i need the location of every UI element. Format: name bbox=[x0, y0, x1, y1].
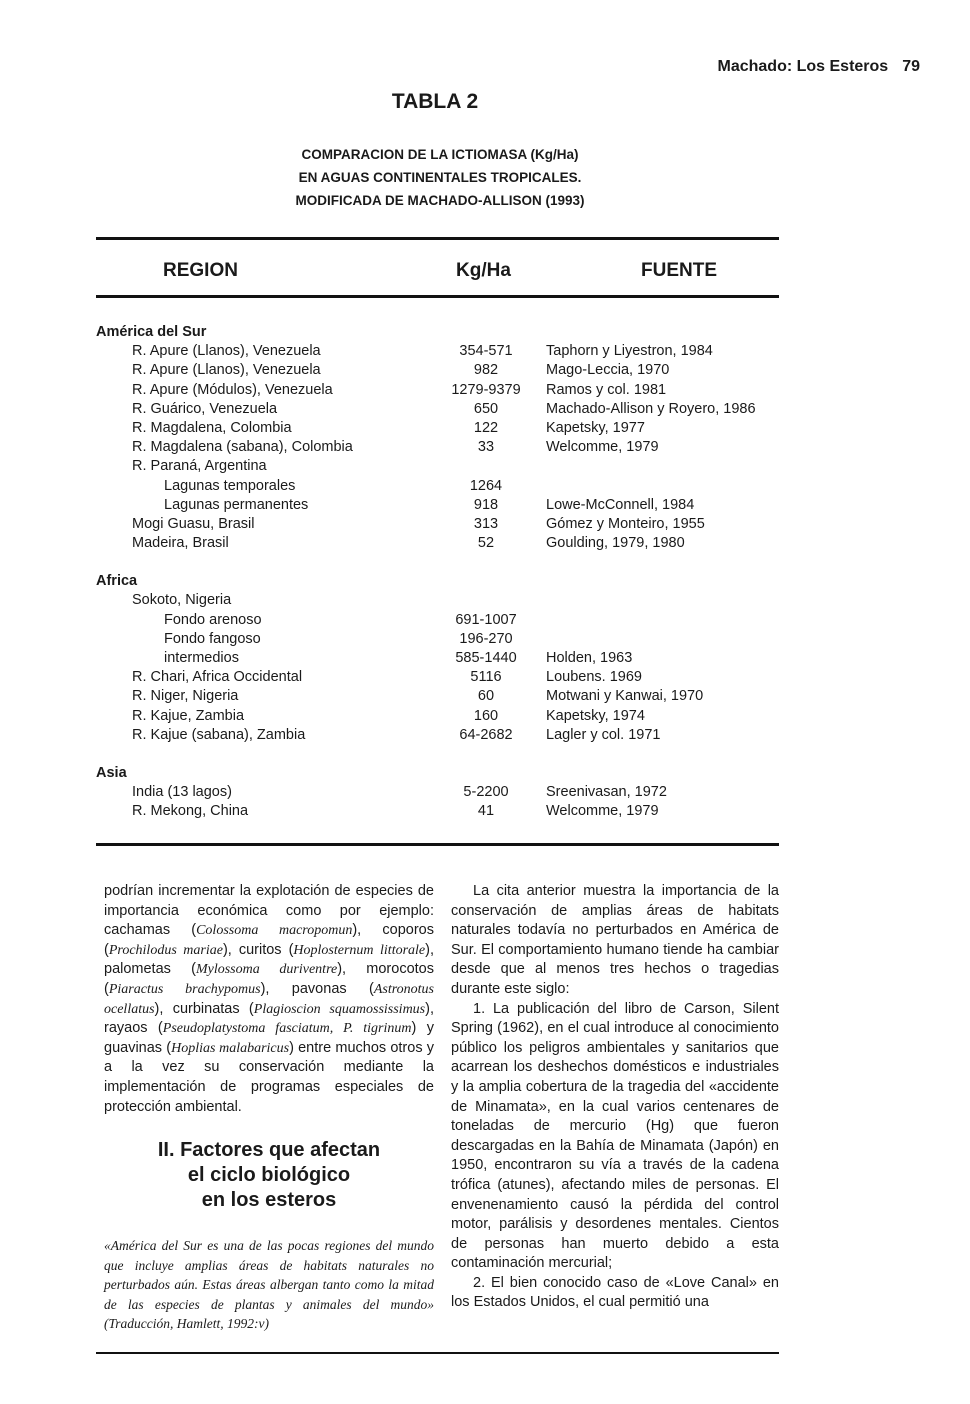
table-row bbox=[96, 783, 786, 802]
column-header-fuente: FUENTE bbox=[641, 260, 717, 281]
section-heading-line: en los esteros bbox=[201, 1189, 337, 1211]
region-cell: R. Apure (Llanos), Venezuela bbox=[132, 343, 321, 360]
page-bottom-rule bbox=[96, 1352, 779, 1354]
group-header-row bbox=[96, 323, 786, 342]
region-cell: intermedios bbox=[164, 650, 239, 666]
source-cell: Goulding, 1979, 1980 bbox=[546, 535, 685, 552]
kgha-cell: 122 bbox=[473, 419, 499, 436]
kgha-cell: 33 bbox=[477, 439, 495, 456]
source-cell: Lowe-McConnell, 1984 bbox=[546, 496, 695, 513]
source-cell: Sreenivasan, 1972 bbox=[546, 784, 667, 801]
species-name: Prochilodus mariae bbox=[108, 942, 223, 958]
source-cell: Kapetsky, 1977 bbox=[546, 419, 645, 436]
right-column bbox=[451, 882, 779, 1313]
kgha-cell: 60 bbox=[477, 688, 495, 705]
source-cell: Gómez y Monteiro, 1955 bbox=[546, 515, 705, 532]
region-cell: Fondo arenoso bbox=[164, 611, 262, 628]
source-cell: Loubens. 1969 bbox=[546, 669, 642, 686]
table-row bbox=[96, 438, 786, 457]
species-name: Astronotus ocellatus bbox=[104, 981, 434, 1017]
region-cell: R. Apure (Llanos), Venezuela bbox=[132, 362, 321, 379]
table-row bbox=[96, 611, 786, 630]
running-header bbox=[640, 58, 920, 76]
source-cell: Ramos y col. 1981 bbox=[546, 381, 667, 398]
region-cell: R. Niger, Nigeria bbox=[132, 688, 239, 705]
group-name: Africa bbox=[96, 573, 138, 590]
ictiomasa-table bbox=[96, 323, 786, 822]
species-name: Mylossoma duriventre bbox=[195, 962, 338, 978]
right-paragraph: 2. El bien conocido caso de «Love Canal» en los Estados Unidos, el cual permitió una bbox=[451, 1274, 779, 1311]
table-row bbox=[96, 381, 786, 400]
region-cell: R. Kajue, Zambia bbox=[132, 707, 245, 724]
kgha-cell: 1279-9379 bbox=[451, 381, 521, 398]
group-spacer bbox=[96, 745, 786, 764]
table-row bbox=[96, 361, 786, 380]
text-run: ), coporos ( bbox=[104, 922, 434, 958]
table-bottom-rule bbox=[96, 843, 779, 846]
text-run: podrían incrementar la explotación de especies de importancia económica como por ejemplo: cachamas ( bbox=[104, 883, 434, 939]
region-cell: R. Chari, Africa Occidental bbox=[132, 669, 303, 686]
table-row bbox=[96, 802, 786, 821]
region-cell: R. Magdalena (sabana), Colombia bbox=[132, 439, 353, 456]
group-header-row bbox=[96, 572, 786, 591]
region-cell: India (13 lagos) bbox=[132, 784, 232, 801]
region-cell: Fondo fangoso bbox=[164, 630, 261, 647]
kgha-cell: 650 bbox=[473, 400, 499, 417]
table-label: TABLA 2 bbox=[391, 90, 479, 113]
table-subtitle bbox=[0, 143, 880, 212]
text-run: ), rayaos ( bbox=[104, 1000, 434, 1037]
table-row bbox=[96, 707, 786, 726]
source-cell: Welcomme, 1979 bbox=[546, 439, 659, 456]
kgha-cell: 982 bbox=[473, 362, 499, 379]
table-row bbox=[96, 726, 786, 745]
kgha-cell: 354-571 bbox=[459, 343, 513, 360]
species-name: Hoplosternum littorale bbox=[293, 942, 426, 958]
text-run: ), pavonas ( bbox=[260, 980, 374, 997]
left-column-paragraph bbox=[104, 882, 434, 1117]
epigraph-quote: «América del Sur es una de las pocas regiones del mundo que incluye amplias áreas de habitats naturales no perturbados aún. Estas áreas albergan tanto como la mitad de las especies de plantas y animales del mundo» (Traducción, Hamlett, 1992:v) bbox=[104, 1238, 434, 1331]
kgha-cell: 5116 bbox=[470, 669, 502, 686]
region-cell: R. Magdalena, Colombia bbox=[132, 419, 292, 436]
table-row bbox=[96, 496, 786, 515]
region-cell: Lagunas permanentes bbox=[164, 496, 309, 513]
text-run: ) entre muchos otros y a la vez su conservación mediante la implementación de programas especiales de protección ambiental. bbox=[104, 1039, 435, 1115]
kgha-cell: 691-1007 bbox=[455, 611, 517, 628]
text-run: ), curitos ( bbox=[222, 941, 294, 958]
text-run: ), curbinatas ( bbox=[154, 1000, 254, 1017]
table-row bbox=[96, 515, 786, 534]
species-name: Plagioscion squamossissimus bbox=[253, 1001, 426, 1017]
source-cell: Motwani y Kanwai, 1970 bbox=[546, 688, 704, 705]
section-heading-line: el ciclo biológico bbox=[187, 1164, 351, 1186]
subtitle-line: COMPARACION DE LA ICTIOMASA (Kg/Ha) bbox=[301, 147, 579, 162]
section-heading-line: II. Factores que afectan bbox=[157, 1139, 381, 1161]
table-row bbox=[96, 630, 786, 649]
kgha-cell: 313 bbox=[473, 515, 499, 532]
region-cell: Madeira, Brasil bbox=[132, 535, 229, 552]
text-run: ) y guavinas ( bbox=[104, 1020, 434, 1056]
page-number: 79 bbox=[902, 58, 920, 75]
kgha-cell: 41 bbox=[477, 803, 495, 820]
table-row bbox=[96, 668, 786, 687]
column-header-kgha: Kg/Ha bbox=[456, 260, 511, 281]
left-paragraph bbox=[104, 882, 434, 1117]
column-header-region: REGION bbox=[163, 260, 238, 281]
source-cell: Welcomme, 1979 bbox=[546, 803, 659, 820]
running-title: Machado: Los Esteros bbox=[717, 58, 889, 75]
region-cell: R. Guárico, Venezuela bbox=[132, 400, 278, 417]
kgha-cell: 52 bbox=[477, 535, 495, 552]
kgha-cell: 160 bbox=[473, 707, 499, 724]
group-name: Asia bbox=[96, 764, 127, 781]
subtitle-line: EN AGUAS CONTINENTALES TROPICALES. bbox=[298, 170, 582, 185]
text-run: ), palometas ( bbox=[104, 941, 434, 978]
table-row bbox=[96, 649, 786, 668]
kgha-cell: 1264 bbox=[469, 477, 503, 494]
kgha-cell: 918 bbox=[473, 496, 499, 513]
table-row bbox=[96, 477, 786, 496]
region-cell: R. Paraná, Argentina bbox=[132, 458, 267, 475]
region-cell: R. Apure (Módulos), Venezuela bbox=[132, 381, 333, 398]
group-header-row bbox=[96, 764, 786, 783]
source-cell: Lagler y col. 1971 bbox=[546, 726, 661, 743]
group-name: América del Sur bbox=[96, 324, 207, 340]
table-row bbox=[96, 400, 786, 419]
species-name: Colossoma macropomun bbox=[196, 923, 353, 939]
region-cell: R. Kajue (sabana), Zambia bbox=[132, 726, 306, 743]
table-row bbox=[96, 419, 786, 438]
kgha-cell: 585-1440 bbox=[455, 650, 517, 666]
section-heading bbox=[104, 1138, 434, 1213]
header-bottom-rule bbox=[96, 295, 779, 298]
table-row bbox=[96, 534, 786, 553]
species-name: Hoplias malabaricus bbox=[171, 1040, 290, 1056]
source-cell: Holden, 1963 bbox=[546, 650, 633, 666]
region-cell: Mogi Guasu, Brasil bbox=[132, 515, 255, 532]
region-cell: Sokoto, Nigeria bbox=[132, 592, 232, 609]
right-paragraph: La cita anterior muestra la importancia de la conservación de amplias áreas de habitats naturales todavía no perturbados en América de Sur. El comportamiento humano tiende ha cambiar desde que al menos tres hechos o tragedias durante este siglo: bbox=[451, 883, 779, 997]
source-cell: Kapetsky, 1974 bbox=[546, 707, 645, 724]
region-cell: Lagunas temporales bbox=[164, 477, 296, 494]
text-run: ), morocotos ( bbox=[104, 961, 434, 997]
table-row bbox=[96, 457, 786, 476]
source-cell: Machado-Allison y Royero, 1986 bbox=[546, 400, 756, 417]
table-row bbox=[96, 591, 786, 610]
right-paragraph: 1. La publicación del libro de Carson, Silent Spring (1962), en el cual introduce al conocimiento público los peligros ambientales y sanitarios que acarrean los deshechos domésticos e industriales y la amplia cobertura de la tragedia del «accidente de Minamata», en la cual varios centenares de toneladas de mercurio (Hg) que fueron descargadas en la Bahía de Minamata (Japón) en 1950, encontraron su vía a través de la cadena trófica (atunes), afectando miles de personas. El envenenamiento causó la pérdida del control motor, parálisis y desordenes mentales. Cientos de personas han muerto debido a esta contaminación mercurial; bbox=[451, 1000, 779, 1272]
species-name: Pseudoplatystoma fasciatum, P. tigrinum bbox=[162, 1021, 412, 1037]
subtitle-line: MODIFICADA DE MACHADO-ALLISON (1993) bbox=[295, 193, 585, 208]
table-top-rule bbox=[96, 237, 779, 240]
group-spacer bbox=[96, 553, 786, 572]
kgha-cell: 64-2682 bbox=[459, 726, 513, 743]
kgha-cell: 5-2200 bbox=[463, 784, 509, 801]
source-cell: Taphorn y Liyestron, 1984 bbox=[546, 343, 713, 360]
region-cell: R. Mekong, China bbox=[132, 803, 249, 820]
species-name: Piaractus brachypomus bbox=[108, 981, 261, 997]
kgha-cell: 196-270 bbox=[459, 630, 513, 647]
table-row bbox=[96, 342, 786, 361]
table-row bbox=[96, 687, 786, 706]
source-cell: Mago-Leccia, 1970 bbox=[546, 362, 670, 379]
